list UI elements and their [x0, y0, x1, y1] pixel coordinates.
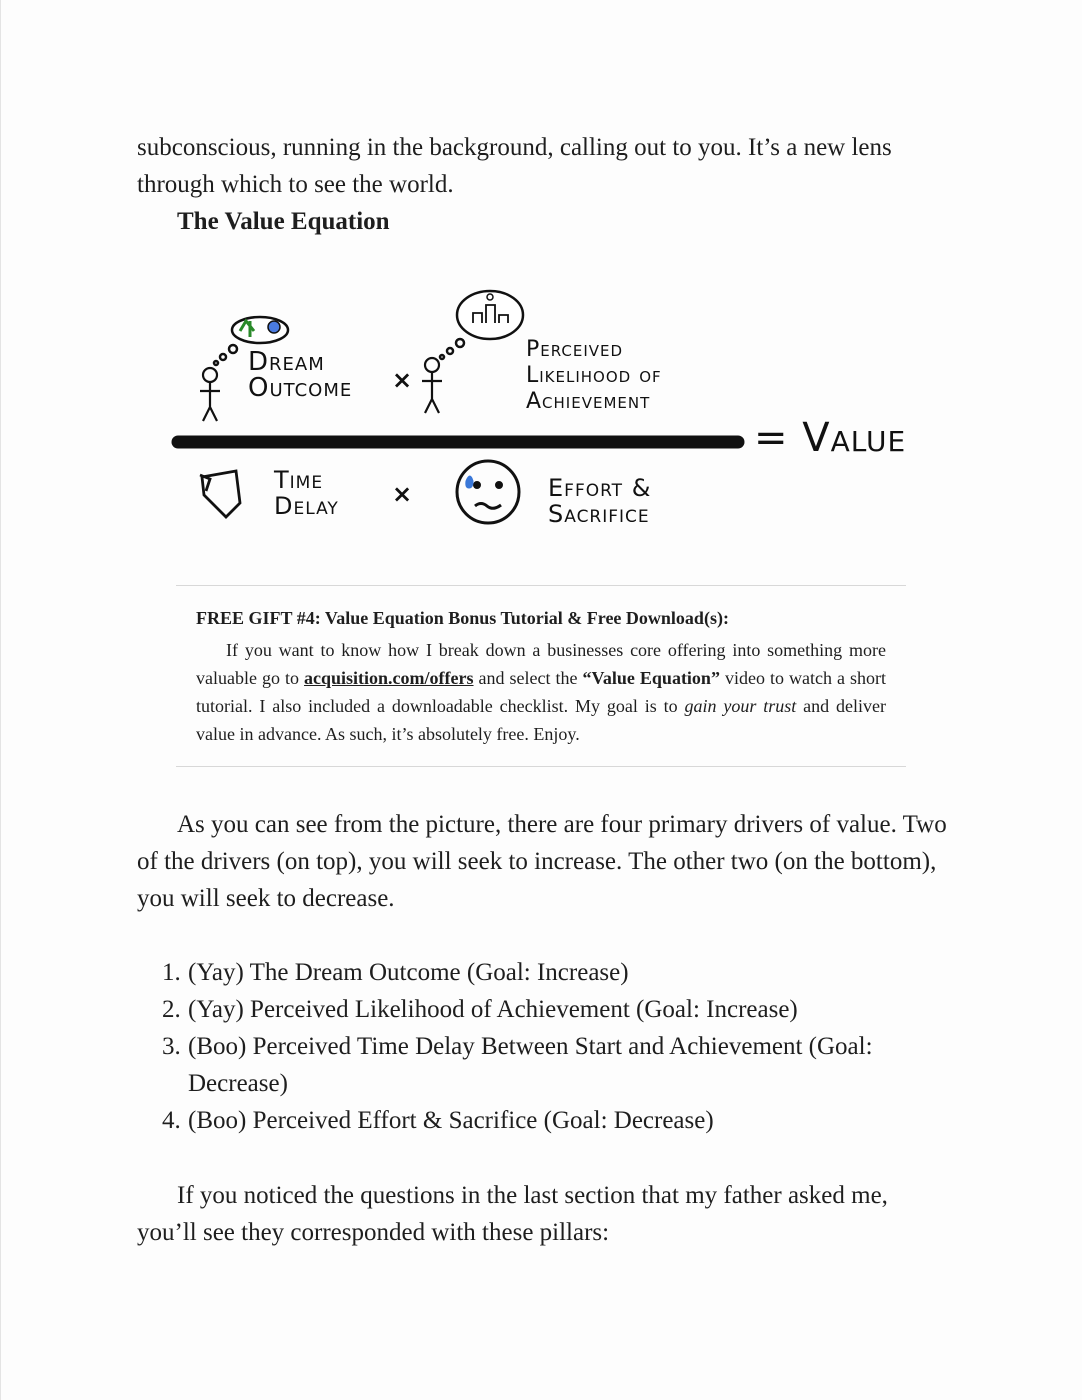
page-edge	[0, 0, 1, 1400]
achievement-bubble-icon	[440, 291, 523, 359]
gift-body	[196, 636, 886, 748]
free-gift-box	[176, 585, 906, 767]
gift-body-text-1: If you want to know how I break down a businesses core offering into something more valuable go to	[196, 640, 886, 688]
sweating-face-icon	[457, 461, 519, 523]
time-delay-label-line-1: Time	[274, 466, 324, 494]
gift-italic-text: gain your trust	[684, 696, 797, 716]
list-item	[162, 1102, 922, 1139]
list-item	[162, 954, 922, 991]
top-multiply-operator: ×	[392, 366, 414, 394]
gift-title: FREE GIFT #4: Value Equation Bonus Tutorial & Free Download(s):	[196, 608, 729, 628]
list-item-number: 4.	[162, 1107, 181, 1134]
achievement-stick-figure-icon	[422, 358, 442, 413]
list-item	[162, 1028, 922, 1102]
paragraph-pillars-text: If you noticed the questions in the last section that my father asked me, you’ll see they corresponded with these pillars:	[137, 1182, 888, 1246]
likelihood-label-line-1: Perceived	[526, 337, 624, 362]
section-heading: The Value Equation	[177, 208, 390, 235]
time-delay-label-line-2: Delay	[274, 492, 339, 520]
effort-sacrifice-label	[548, 475, 651, 527]
time-delay-label	[274, 467, 339, 519]
gift-video-name: “Value Equation”	[582, 668, 720, 688]
likelihood-label-line-3: Achievement	[526, 389, 651, 414]
value-equation-diagram	[170, 285, 950, 550]
list-item-text: (Boo) Perceived Time Delay Between Start and Achievement (Goal: Decrease)	[188, 1033, 873, 1097]
list-item-number: 2.	[162, 996, 181, 1023]
list-item-text: (Yay) The Dream Outcome (Goal: Increase)	[188, 959, 629, 986]
effort-label-line-1: Effort &	[548, 474, 652, 502]
gift-body-text-2: and select the	[473, 668, 583, 688]
list-item-text: (Boo) Perceived Effort & Sacrifice (Goal: Decrease)	[188, 1107, 714, 1134]
dream-label-line-2: Outcome	[248, 373, 353, 403]
gift-body-text-3: video to watch a short tutorial. I also included a downloadable checklist. My goal is to	[196, 668, 886, 716]
intro-line-2: through which to see the world.	[137, 171, 454, 198]
hourglass-icon	[200, 471, 240, 517]
dream-label	[248, 349, 352, 401]
likelihood-label	[526, 337, 662, 415]
bottom-multiply-operator: ×	[392, 480, 414, 508]
dream-label-line-1: Dream	[248, 347, 325, 377]
intro-line-1: subconscious, running in the background, calling out to you. It’s a new lens	[137, 134, 892, 161]
drivers-list	[162, 954, 922, 1139]
dream-stick-figure-icon	[200, 368, 220, 421]
paragraph-pillars	[137, 1177, 947, 1251]
list-item-number: 1.	[162, 959, 181, 986]
effort-label-line-2: Sacrifice	[548, 500, 650, 528]
paragraph-drivers	[137, 806, 947, 917]
list-item	[162, 991, 922, 1028]
list-item-number: 3.	[162, 1033, 181, 1060]
value-result: = Value	[754, 415, 907, 461]
likelihood-label-line-2: Likelihood of	[526, 363, 662, 388]
offers-link[interactable]: acquisition.com/offers	[304, 668, 474, 688]
list-item-text: (Yay) Perceived Likelihood of Achievement (Goal: Increase)	[188, 996, 798, 1023]
gift-body-text-4: and deliver value in advance. As such, it’s absolutely free. Enjoy.	[196, 696, 886, 744]
paragraph-drivers-text: As you can see from the picture, there are four primary drivers of value. Two of the drivers (on top), you will seek to increase. The other two (on the bottom), you will seek to decrease.	[137, 811, 947, 912]
